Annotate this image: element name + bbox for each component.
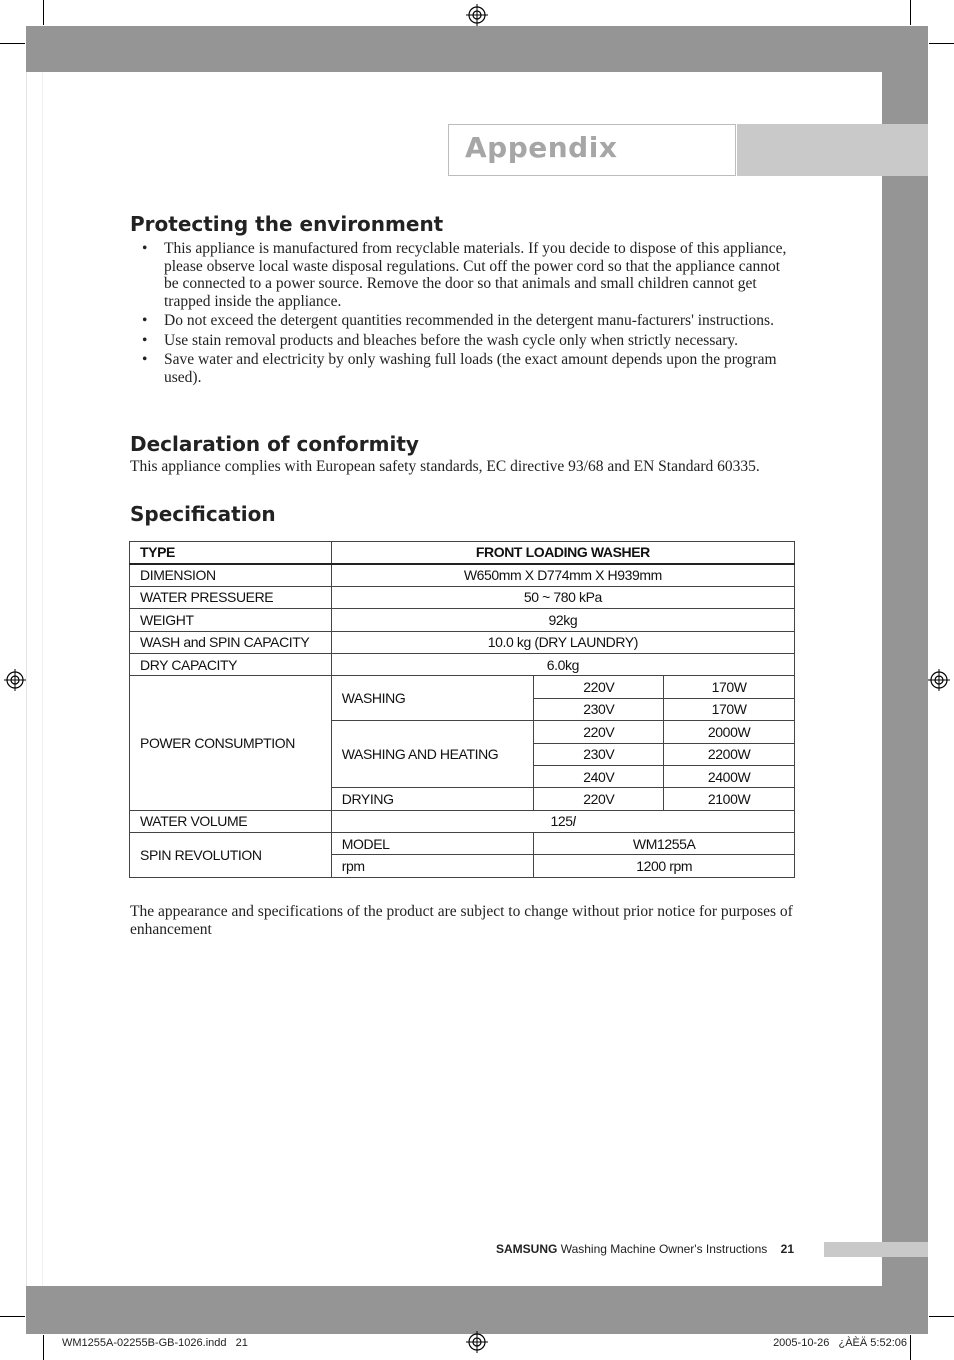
water-volume-unit: l <box>572 813 576 830</box>
table-cell: 220V <box>534 721 664 743</box>
table-cell: POWER CONSUMPTION <box>130 676 332 810</box>
table-cell: 2400W <box>664 765 795 787</box>
slug-file-info: WM1255A-02255B-GB-1026.indd 21 <box>62 1337 248 1349</box>
crop-mark <box>910 0 911 25</box>
table-cell: 170W <box>664 698 795 720</box>
table-cell: 6.0kg <box>331 653 794 675</box>
list-item: • Save water and electricity by only washing full loads (the exact amount depends upon the program used). <box>130 351 794 386</box>
footer-brand: SAMSUNG <box>496 1242 558 1256</box>
appendix-header-fill <box>737 124 928 176</box>
table-cell: 2100W <box>664 788 795 810</box>
crop-mark <box>929 1316 954 1317</box>
conformity-text: This appliance complies with European safety standards, EC directive 93/68 and EN Standard 60335. <box>130 458 760 475</box>
table-row <box>130 676 795 698</box>
crop-mark <box>43 1335 44 1360</box>
table-cell: 2000W <box>664 721 795 743</box>
crop-mark <box>43 0 44 25</box>
registration-mark-icon <box>4 669 26 691</box>
table-cell: 50 ~ 780 kPa <box>331 586 794 608</box>
table-cell: FRONT LOADING WASHER <box>331 542 794 564</box>
specification-heading: Specification <box>130 502 276 526</box>
table-cell: WM1255A <box>534 833 795 855</box>
page-footer <box>496 1242 794 1256</box>
table-row <box>130 631 795 653</box>
table-cell <box>331 810 794 832</box>
table-cell: WEIGHT <box>130 609 332 631</box>
crop-mark <box>0 1316 25 1317</box>
table-cell: SPIN REVOLUTION <box>130 833 332 878</box>
conformity-section <box>130 432 794 476</box>
environment-list <box>130 240 794 386</box>
page-title: Appendix <box>465 131 618 164</box>
environment-heading: Protecting the environment <box>130 212 444 236</box>
footer-bar <box>824 1242 928 1257</box>
registration-mark-icon <box>466 1331 488 1353</box>
specification-note: The appearance and specifications of the product are subject to change without prior notice for purposes of enhancement <box>130 903 793 938</box>
table-row <box>130 810 795 832</box>
table-row <box>130 653 795 675</box>
top-gray-band <box>26 26 928 72</box>
table-cell: W650mm X D774mm X H939mm <box>331 564 794 586</box>
table-cell: WATER PRESSUERE <box>130 586 332 608</box>
footer-text: Washing Machine Owner's Instructions <box>560 1242 768 1256</box>
specification-table <box>129 541 795 878</box>
bottom-gray-band <box>26 1286 928 1334</box>
specification-section <box>130 502 794 526</box>
table-cell: 170W <box>664 676 795 698</box>
table-cell: WASHING <box>331 676 534 721</box>
slug-timestamp: 2005-10-26 ¿ÀÈÄ 5:52:06 <box>773 1337 907 1349</box>
appendix-header-box <box>448 124 736 176</box>
table-row <box>130 564 795 586</box>
table-cell: DRYING <box>331 788 534 810</box>
table-cell: 240V <box>534 765 664 787</box>
table-cell: WASH and SPIN CAPACITY <box>130 631 332 653</box>
environment-section <box>130 212 794 388</box>
list-item: • This appliance is manufactured from recyclable materials. If you decide to dispose of this appliance, please observe local waste disposal regulations. Cut off the power cord so that the appliance cannot be connected to a power source. Remove the door so that animals and small children cannot get trapped inside the appliance. <box>130 240 794 310</box>
table-cell: 220V <box>534 788 664 810</box>
table-row <box>130 542 795 564</box>
list-item: • Use stain removal products and bleaches before the wash cycle only when strictly necessary. <box>130 332 794 350</box>
table-cell: DRY CAPACITY <box>130 653 332 675</box>
crop-mark <box>910 1335 911 1360</box>
table-cell: TYPE <box>130 542 332 564</box>
crop-mark <box>929 43 954 44</box>
table-cell: 92kg <box>331 609 794 631</box>
table-cell: 2200W <box>664 743 795 765</box>
table-cell: MODEL <box>331 833 534 855</box>
page-number: 21 <box>780 1242 794 1256</box>
registration-mark-icon <box>928 669 950 691</box>
left-trim-line <box>26 72 27 1286</box>
table-cell: 230V <box>534 743 664 765</box>
table-cell: 220V <box>534 676 664 698</box>
table-cell: 230V <box>534 698 664 720</box>
right-gray-band <box>882 72 928 1286</box>
specification-note-block <box>130 901 794 938</box>
list-item: • Do not exceed the detergent quantities recommended in the detergent manu-facturers' instructions. <box>130 312 794 330</box>
table-row <box>130 609 795 631</box>
conformity-heading: Declaration of conformity <box>130 432 419 456</box>
table-row <box>130 833 795 855</box>
table-cell: WATER VOLUME <box>130 810 332 832</box>
table-cell: rpm <box>331 855 534 877</box>
table-cell: WASHING AND HEATING <box>331 721 534 788</box>
registration-mark-icon <box>466 4 488 26</box>
table-row <box>130 586 795 608</box>
left-trim-line-2 <box>42 72 43 1286</box>
water-volume-value: 125 <box>550 813 573 830</box>
crop-mark <box>0 43 25 44</box>
table-cell: DIMENSION <box>130 564 332 586</box>
table-cell: 10.0 kg (DRY LAUNDRY) <box>331 631 794 653</box>
table-cell: 1200 rpm <box>534 855 795 877</box>
